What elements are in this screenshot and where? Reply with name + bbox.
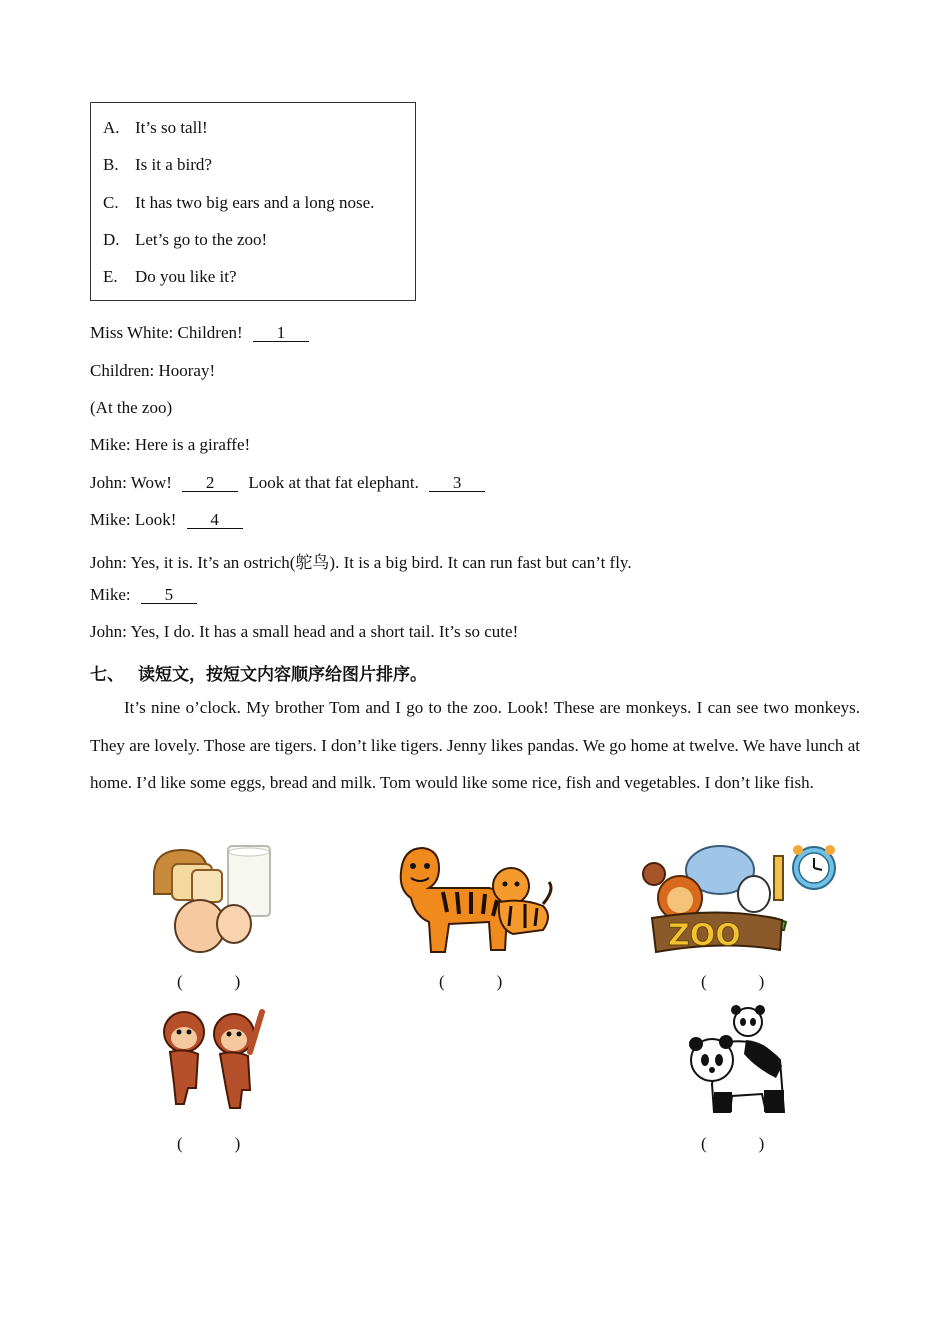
options-box [90,102,416,301]
bread-loaf-icon [154,850,222,902]
answer-blank-3[interactable]: 3 [429,474,485,492]
section-instruction: 读短文，按短文内容顺序给图片排序。 [138,665,427,684]
reading-passage: It’s nine o’clock. My brother Tom and I go to the zoo. Look! These are monkeys. I can see two monkeys. They are lovely. Those are tigers. I don’t like tigers. Jenny likes pandas. We go home at twelve. We have lunch at home. I’d like some eggs, bread and milk. Tom would like some rice, fish and vegetables. I don’t like fish. [90,698,860,792]
giraffe-icon [774,856,783,900]
option-d: D. Let’s go to the zoo! [103,230,268,249]
zoo-sign-icon [652,912,782,953]
answer-blank-5[interactable]: 5 [141,586,197,604]
alarm-clock-icon [793,845,835,889]
monkey-icon [643,863,665,885]
answer-paren-3[interactable]: ( ) [701,972,765,991]
dialogue-line-3: (At the zoo) [90,398,173,417]
tigers-picture [393,842,558,956]
big-tiger-icon [401,848,507,952]
answer-paren-5[interactable]: ( ) [701,1134,765,1153]
dialogue-line-4: Mike: Here is a giraffe! [90,435,251,454]
dialogue-line-7: John: Yes, it is. It’s an ostrich(鸵鸟). It is a big bird. It can run fast but can’t fly. [90,553,632,572]
monkeys-picture [154,1004,270,1116]
pandas-picture [686,1004,790,1116]
monkey-left-icon [164,1012,204,1104]
section-title [90,660,427,685]
dialogue-line-9: John: Yes, I do. It has a small head and a short tail. It’s so cute! [90,622,519,641]
bread-milk-eggs-picture [148,842,278,954]
option-b: B. Is it a bird? [103,155,212,174]
answer-blank-4[interactable]: 4 [187,511,243,529]
answer-paren-1[interactable]: ( ) [177,972,241,991]
dialogue-line-8: Mike: 5 [90,585,197,605]
eggs-icon [175,900,251,952]
zoo-sign-clock-picture [634,842,838,954]
answer-blank-2[interactable]: 2 [182,474,238,492]
svg-text:ZOO: ZOO [668,918,741,953]
answer-paren-4[interactable]: ( ) [177,1134,241,1153]
cow-icon [738,876,770,912]
panda-adult-icon [689,1035,784,1112]
tiger-cub-icon [493,868,551,934]
option-e: E. Do you like it? [103,267,237,286]
option-a: A. It’s so tall! [103,118,208,137]
dialogue-line-6: Mike: Look! 4 [90,510,243,530]
option-c: C. It has two big ears and a long nose. [103,193,375,212]
dialogue-line-2: Children: Hooray! [90,361,216,380]
dialogue-line-5: John: Wow! 2 Look at that fat elephant. 3 [90,473,485,493]
answer-blank-1[interactable]: 1 [253,324,309,342]
answer-paren-2[interactable]: ( ) [439,972,503,991]
panda-cub-icon [731,1005,765,1036]
section-number: 七、 [90,665,124,684]
dialogue-line-1: Miss White: Children! 1 [90,323,309,343]
monkey-right-icon [214,1012,262,1108]
